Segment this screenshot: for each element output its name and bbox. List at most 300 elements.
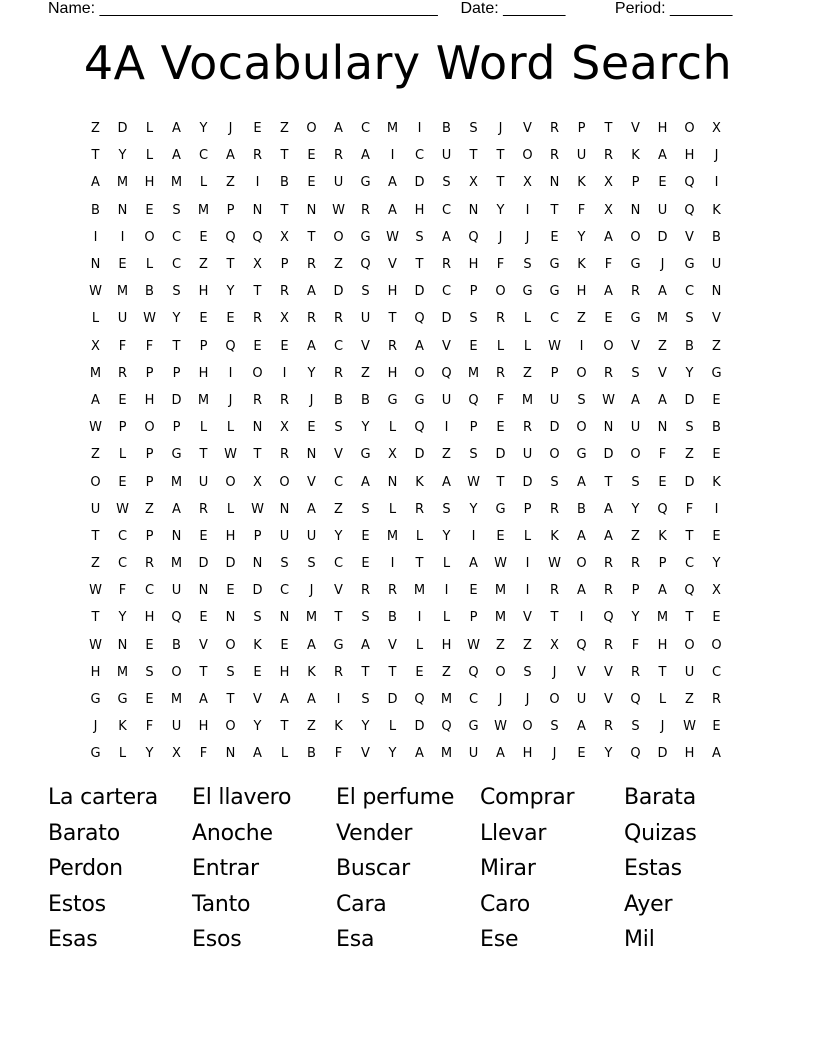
grid-letter: R: [495, 365, 506, 381]
grid-letter: N: [306, 447, 317, 463]
grid-letter: A: [415, 746, 424, 762]
grid-letter: E: [280, 637, 289, 653]
word-list-row: [48, 922, 768, 958]
grid-letter: N: [711, 284, 722, 300]
grid-letter: G: [414, 392, 425, 408]
grid-letter: T: [496, 175, 505, 191]
grid-letter: A: [334, 121, 343, 137]
grid-letter: W: [89, 420, 102, 436]
grid-letter: Y: [631, 610, 640, 626]
grid-letter: N: [198, 583, 209, 599]
grid-row: [82, 142, 730, 169]
grid-letter: M: [656, 610, 669, 626]
grid-letter: T: [91, 610, 100, 626]
grid-letter: X: [91, 338, 100, 354]
grid-letter: I: [444, 583, 449, 599]
grid-letter: Y: [604, 746, 613, 762]
grid-letter: H: [198, 365, 209, 381]
grid-letter: J: [552, 664, 557, 680]
grid-letter: A: [172, 501, 181, 517]
grid-letter: R: [279, 284, 290, 300]
grid-letter: M: [116, 175, 129, 191]
grid-letter: C: [117, 528, 128, 544]
grid-letter: S: [361, 692, 370, 708]
grid-letter: N: [252, 556, 263, 572]
grid-row: [82, 360, 730, 387]
grid-letter: Q: [684, 583, 695, 599]
grid-letter: X: [388, 447, 397, 463]
grid-letter: D: [252, 583, 263, 599]
grid-letter: F: [118, 338, 127, 354]
vocabulary-word: Barato: [48, 820, 120, 846]
grid-letter: U: [441, 148, 452, 164]
grid-letter: G: [630, 257, 641, 273]
grid-letter: N: [117, 202, 128, 218]
grid-letter: W: [548, 338, 561, 354]
grid-letter: E: [307, 420, 316, 436]
grid-letter: H: [684, 746, 695, 762]
grid-letter: S: [550, 719, 559, 735]
vocabulary-word: Quizas: [624, 820, 697, 846]
grid-letter: R: [360, 583, 371, 599]
grid-letter: E: [199, 610, 208, 626]
grid-letter: M: [440, 746, 453, 762]
grid-letter: Q: [360, 257, 371, 273]
grid-letter: S: [523, 257, 532, 273]
grid-letter: O: [603, 338, 614, 354]
grid-letter: Z: [442, 447, 451, 463]
grid-letter: I: [471, 528, 476, 544]
grid-letter: A: [91, 175, 100, 191]
grid-letter: P: [469, 284, 478, 300]
grid-letter: P: [172, 365, 181, 381]
grid-letter: R: [630, 556, 641, 572]
grid-letter: Z: [334, 257, 343, 273]
grid-letter: D: [657, 229, 668, 245]
grid-letter: O: [144, 420, 155, 436]
grid-letter: B: [361, 392, 370, 408]
grid-letter: L: [145, 257, 154, 273]
grid-letter: Y: [145, 746, 154, 762]
grid-letter: R: [630, 664, 641, 680]
grid-letter: G: [549, 257, 560, 273]
grid-letter: D: [684, 474, 695, 490]
grid-letter: E: [496, 528, 505, 544]
grid-letter: U: [576, 692, 587, 708]
vocabulary-word: Estas: [624, 856, 682, 882]
grid-letter: A: [415, 338, 424, 354]
grid-letter: B: [145, 284, 154, 300]
grid-letter: C: [198, 148, 209, 164]
grid-letter: A: [199, 692, 208, 708]
grid-letter: Y: [172, 311, 181, 327]
grid-letter: P: [172, 420, 181, 436]
grid-letter: N: [171, 528, 182, 544]
word-list-row: [48, 780, 768, 816]
grid-letter: I: [390, 148, 395, 164]
grid-letter: H: [576, 284, 587, 300]
vocabulary-word: Ayer: [624, 891, 673, 917]
grid-letter: U: [684, 664, 695, 680]
grid-letter: L: [199, 175, 208, 191]
grid-letter: O: [279, 474, 290, 490]
grid-row: [82, 468, 730, 495]
grid-letter: V: [631, 338, 640, 354]
vocabulary-word: Tanto: [192, 891, 251, 917]
grid-letter: C: [414, 148, 425, 164]
grid-letter: J: [93, 719, 98, 735]
grid-letter: B: [685, 338, 694, 354]
grid-letter: S: [361, 284, 370, 300]
grid-letter: A: [577, 474, 586, 490]
grid-letter: R: [198, 501, 209, 517]
grid-letter: E: [280, 338, 289, 354]
grid-letter: T: [226, 257, 235, 273]
grid-letter: L: [388, 719, 397, 735]
grid-letter: S: [415, 229, 424, 245]
grid-letter: J: [525, 229, 530, 245]
grid-letter: M: [386, 121, 399, 137]
grid-letter: R: [414, 501, 425, 517]
grid-letter: F: [199, 746, 208, 762]
grid-letter: H: [414, 202, 425, 218]
grid-letter: Y: [118, 148, 127, 164]
grid-letter: I: [417, 610, 422, 626]
grid-letter: L: [442, 556, 451, 572]
grid-letter: I: [579, 610, 584, 626]
grid-letter: S: [307, 556, 316, 572]
grid-letter: N: [549, 175, 560, 191]
grid-letter: E: [199, 229, 208, 245]
grid-letter: A: [604, 528, 613, 544]
grid-letter: V: [361, 338, 370, 354]
grid-letter: E: [712, 528, 721, 544]
word-list-row: [48, 887, 768, 923]
grid-letter: K: [577, 257, 586, 273]
grid-letter: A: [361, 637, 370, 653]
grid-letter: C: [171, 229, 182, 245]
grid-letter: A: [307, 501, 316, 517]
vocabulary-word: Mil: [624, 927, 655, 953]
grid-letter: V: [631, 121, 640, 137]
grid-row: [82, 523, 730, 550]
grid-letter: J: [525, 692, 530, 708]
grid-letter: Q: [576, 637, 587, 653]
grid-letter: R: [549, 501, 560, 517]
grid-letter: S: [685, 420, 694, 436]
grid-letter: O: [549, 447, 560, 463]
grid-letter: M: [305, 610, 318, 626]
grid-letter: X: [280, 229, 289, 245]
grid-letter: K: [550, 528, 559, 544]
vocabulary-word: Cara: [336, 891, 387, 917]
grid-letter: M: [170, 175, 183, 191]
grid-letter: M: [494, 583, 507, 599]
grid-letter: O: [522, 148, 533, 164]
grid-letter: W: [386, 229, 399, 245]
grid-letter: B: [307, 746, 316, 762]
vocabulary-word: Caro: [480, 891, 531, 917]
grid-row: [82, 333, 730, 360]
grid-letter: Z: [91, 556, 100, 572]
grid-letter: D: [414, 284, 425, 300]
grid-row: [82, 305, 730, 332]
grid-letter: J: [552, 746, 557, 762]
grid-letter: E: [415, 664, 424, 680]
grid-letter: U: [198, 474, 209, 490]
grid-letter: H: [441, 637, 452, 653]
grid-letter: D: [441, 311, 452, 327]
vocabulary-word: Vender: [336, 820, 413, 846]
grid-letter: H: [684, 148, 695, 164]
grid-letter: D: [387, 692, 398, 708]
grid-letter: O: [576, 365, 587, 381]
vocabulary-word: Comprar: [480, 785, 575, 811]
grid-letter: V: [523, 121, 532, 137]
grid-letter: R: [549, 148, 560, 164]
grid-letter: A: [253, 746, 262, 762]
grid-letter: G: [468, 719, 479, 735]
grid-letter: L: [442, 610, 451, 626]
grid-letter: U: [630, 420, 641, 436]
grid-letter: N: [279, 501, 290, 517]
grid-letter: A: [307, 692, 316, 708]
grid-letter: N: [279, 610, 290, 626]
grid-letter: M: [467, 365, 480, 381]
grid-letter: L: [199, 420, 208, 436]
grid-row: [82, 251, 730, 278]
grid-letter: K: [118, 719, 127, 735]
grid-letter: X: [172, 746, 181, 762]
grid-letter: V: [253, 692, 262, 708]
grid-letter: K: [334, 719, 343, 735]
grid-letter: Y: [118, 610, 127, 626]
grid-letter: O: [495, 284, 506, 300]
grid-letter: L: [415, 637, 424, 653]
grid-letter: L: [91, 311, 100, 327]
grid-letter: E: [118, 392, 127, 408]
grid-letter: Z: [91, 447, 100, 463]
grid-letter: F: [577, 202, 586, 218]
grid-letter: Z: [307, 719, 316, 735]
grid-letter: M: [170, 556, 183, 572]
grid-letter: R: [252, 392, 263, 408]
grid-letter: S: [550, 474, 559, 490]
grid-letter: T: [226, 692, 235, 708]
grid-letter: V: [199, 637, 208, 653]
grid-letter: U: [171, 719, 182, 735]
grid-letter: V: [307, 474, 316, 490]
grid-letter: B: [334, 392, 343, 408]
grid-letter: J: [309, 583, 314, 599]
grid-letter: W: [548, 556, 561, 572]
grid-letter: O: [225, 719, 236, 735]
grid-letter: X: [712, 121, 721, 137]
grid-letter: R: [711, 692, 722, 708]
grid-letter: V: [577, 664, 586, 680]
grid-letter: Y: [388, 746, 397, 762]
grid-letter: U: [522, 447, 533, 463]
grid-letter: V: [388, 637, 397, 653]
grid-letter: G: [90, 692, 101, 708]
grid-row: [82, 632, 730, 659]
grid-letter: Z: [145, 501, 154, 517]
grid-letter: M: [197, 392, 210, 408]
vocabulary-word: Llevar: [480, 820, 547, 846]
grid-row: [82, 550, 730, 577]
grid-letter: J: [498, 692, 503, 708]
grid-letter: V: [685, 229, 694, 245]
grid-letter: L: [523, 338, 532, 354]
grid-letter: B: [172, 637, 181, 653]
grid-letter: D: [522, 474, 533, 490]
grid-letter: W: [602, 392, 615, 408]
grid-letter: A: [604, 284, 613, 300]
grid-letter: Y: [442, 528, 451, 544]
grid-letter: A: [388, 202, 397, 218]
grid-letter: M: [197, 202, 210, 218]
grid-letter: A: [658, 583, 667, 599]
grid-letter: L: [523, 311, 532, 327]
grid-letter: E: [307, 148, 316, 164]
grid-letter: E: [199, 311, 208, 327]
grid-letter: H: [279, 664, 290, 680]
grid-letter: A: [172, 148, 181, 164]
grid-letter: Q: [414, 692, 425, 708]
grid-letter: T: [604, 121, 613, 137]
grid-letter: M: [656, 311, 669, 327]
grid-letter: Q: [684, 202, 695, 218]
grid-row: [82, 278, 730, 305]
grid-letter: P: [469, 610, 478, 626]
grid-row: [82, 740, 730, 767]
grid-letter: R: [387, 338, 398, 354]
grid-letter: P: [631, 175, 640, 191]
grid-letter: U: [657, 202, 668, 218]
grid-letter: R: [306, 311, 317, 327]
grid-letter: U: [441, 392, 452, 408]
grid-letter: N: [630, 202, 641, 218]
grid-letter: S: [280, 556, 289, 572]
vocabulary-word: Anoche: [192, 820, 273, 846]
grid-letter: L: [496, 338, 505, 354]
grid-letter: T: [415, 257, 424, 273]
grid-letter: J: [309, 392, 314, 408]
grid-letter: F: [496, 257, 505, 273]
grid-letter: Y: [361, 719, 370, 735]
grid-letter: Q: [441, 365, 452, 381]
grid-letter: H: [144, 175, 155, 191]
grid-letter: Q: [468, 229, 479, 245]
grid-letter: E: [577, 746, 586, 762]
name-field-label: Name: ______________________________________: [48, 0, 438, 17]
grid-letter: Y: [334, 528, 343, 544]
grid-letter: R: [549, 121, 560, 137]
grid-letter: H: [387, 284, 398, 300]
grid-letter: G: [117, 692, 128, 708]
student-info-header: [48, 0, 768, 22]
grid-letter: U: [306, 528, 317, 544]
grid-letter: S: [442, 175, 451, 191]
grid-row: [82, 169, 730, 196]
grid-letter: W: [116, 501, 129, 517]
grid-letter: D: [117, 121, 128, 137]
grid-letter: Y: [307, 365, 316, 381]
grid-letter: K: [631, 148, 640, 164]
grid-letter: X: [469, 175, 478, 191]
grid-letter: M: [386, 528, 399, 544]
grid-letter: M: [170, 474, 183, 490]
grid-letter: S: [469, 311, 478, 327]
page-title: 4A Vocabulary Word Search: [83, 36, 733, 90]
grid-letter: E: [469, 583, 478, 599]
grid-letter: K: [658, 528, 667, 544]
grid-row: [82, 387, 730, 414]
grid-letter: O: [684, 121, 695, 137]
grid-letter: Q: [630, 692, 641, 708]
grid-letter: Y: [361, 420, 370, 436]
grid-row: [82, 713, 730, 740]
grid-letter: T: [415, 556, 424, 572]
grid-letter: R: [279, 447, 290, 463]
grid-letter: A: [307, 637, 316, 653]
grid-letter: R: [630, 284, 641, 300]
grid-letter: F: [604, 257, 613, 273]
grid-letter: S: [685, 311, 694, 327]
grid-letter: R: [603, 556, 614, 572]
grid-letter: I: [525, 202, 530, 218]
grid-letter: O: [711, 637, 722, 653]
grid-letter: P: [118, 420, 127, 436]
grid-letter: F: [145, 338, 154, 354]
grid-letter: A: [388, 175, 397, 191]
grid-letter: A: [442, 229, 451, 245]
grid-letter: U: [711, 257, 722, 273]
grid-letter: T: [172, 338, 181, 354]
grid-letter: N: [225, 746, 236, 762]
grid-letter: T: [361, 664, 370, 680]
grid-letter: I: [282, 365, 287, 381]
grid-row: [82, 496, 730, 523]
grid-letter: W: [467, 474, 480, 490]
grid-row: [82, 441, 730, 468]
grid-letter: L: [118, 746, 127, 762]
grid-row: [82, 414, 730, 441]
grid-letter: T: [550, 610, 559, 626]
grid-letter: Y: [226, 284, 235, 300]
grid-letter: I: [336, 692, 341, 708]
grid-letter: E: [496, 420, 505, 436]
grid-letter: V: [604, 692, 613, 708]
vocabulary-word: Esa: [336, 927, 375, 953]
grid-letter: C: [333, 474, 344, 490]
grid-letter: Z: [226, 175, 235, 191]
grid-letter: H: [144, 610, 155, 626]
grid-letter: J: [660, 257, 665, 273]
grid-letter: V: [361, 746, 370, 762]
grid-letter: I: [714, 501, 719, 517]
grid-letter: W: [224, 447, 237, 463]
grid-letter: G: [90, 746, 101, 762]
grid-letter: C: [684, 284, 695, 300]
grid-letter: Z: [658, 338, 667, 354]
grid-letter: T: [388, 311, 397, 327]
grid-letter: Q: [414, 311, 425, 327]
grid-letter: O: [414, 365, 425, 381]
grid-letter: C: [279, 583, 290, 599]
grid-letter: Y: [712, 556, 721, 572]
grid-letter: R: [603, 148, 614, 164]
